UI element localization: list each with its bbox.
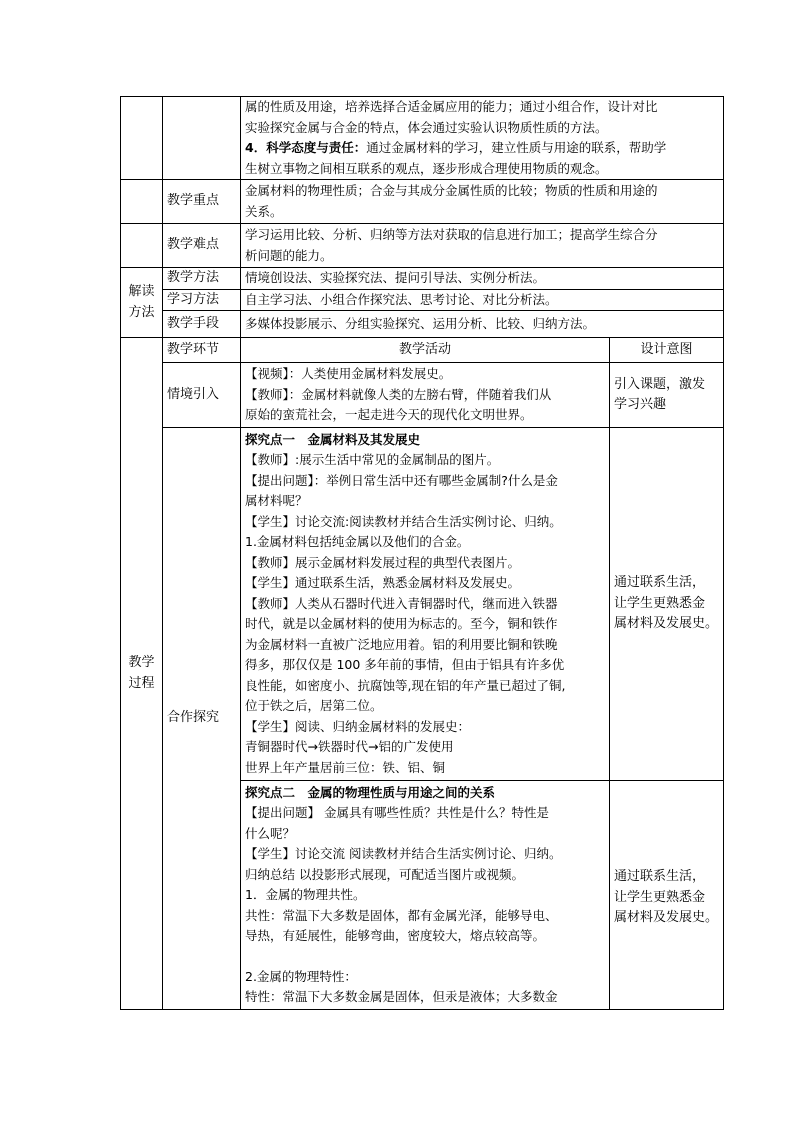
method-label: 教学方法 [163,268,241,290]
difficulties-row [121,224,724,268]
goals-content-cell [241,97,724,180]
activity-line: 2.金属的物理特性： [245,968,357,984]
activity-line: 【教师】人类从石器时代进入青铜器时代，继而进入铁器 [245,595,558,611]
method-text: 自主学习法、小组合作探究法、思考讨论、对比分析法。 [241,289,724,311]
activity-line: 【学生】讨论交流:阅读教材并结合生活实例讨论、归纳。 [245,513,562,529]
stage-intro: 情境引入 [163,363,241,428]
explore-2-title: 探究点二 金属的物理性质与用途之间的关系 [245,784,496,800]
explore-1-title: 探究点一 金属材料及其发展史 [245,431,421,447]
activity-line: 良性能，如密度小、抗腐蚀等,现在铝的年产量已超过了铜, [245,677,566,693]
goals-item-4 [245,138,719,159]
difficulties-line: 析问题的能力。 [245,247,333,263]
goals-label-cell [163,97,241,180]
activity-line: 导热，有延展性，能够弯曲，密度较大，熔点较高等。 [245,928,546,943]
method-row-means [121,311,724,338]
activity-line: 【教师】：金属材料就像人类的左膀右臂，伴随着我们从 [245,386,552,402]
activity-line: 【提出问题】：举例日常生活中还有哪些金属制?什么是金 [245,472,558,488]
activity-line: 共性：常温下大多数是固体，都有金属光泽，能够导电、 [245,907,558,923]
intent-intro: 引入课题，激发 学习兴趣 [610,363,724,428]
key-points-content [241,180,724,224]
intent-explore-1: 通过联系生活， 让学生更熟悉金 属材料及发展史。 [610,428,724,781]
activity-line: 属材料呢？ [245,493,308,509]
header-stage: 教学环节 [163,338,241,363]
goals-line: 实验探究金属与合金的特点，体会通过实验认识物质性质的方法。 [245,119,608,135]
activity-line: 世界上年产量居前三位：铁、铝、铜 [245,759,446,775]
activity-explore-2 [241,781,610,1010]
activity-line: 【学生】讨论交流 阅读教材并结合生活实例讨论、归纳。 [245,846,562,861]
key-points-line: 关系。 [245,203,283,219]
activity-line: 时代，就是以金属材料的使用为标志的。至今，铜和铁作 [245,616,558,632]
key-points-line: 金属材料的物理性质；合金与其成分金属性质的比较；物质的性质和用途的 [245,183,658,198]
paragraph-gap [245,947,605,967]
process-group-label: 教学 过程 [121,338,163,1010]
goals-group-cell [121,97,163,180]
goals-row [121,97,724,180]
stage-explore: 合作探究 [163,428,241,1010]
method-row-learning [121,289,724,311]
key-points-label: 教学重点 [163,180,241,224]
activity-line: 为金属材料一直被广泛地应用着。铝的利用要比铜和铁晚 [245,636,558,652]
method-group-label: 解读 方法 [121,268,163,338]
header-intent: 设计意图 [610,338,724,363]
process-row-intro [121,363,724,428]
goals-item-4-text: 通过金属材料的学习，建立性质与用途的联系，帮助学 [366,140,667,155]
activity-line: 1．金属的物理共性。 [245,887,366,902]
process-header-row [121,338,724,363]
difficulties-line: 学习运用比较、分析、归纳等方法对获取的信息进行加工；提高学生综合分 [245,227,658,242]
activity-line: 【视频】：人类使用金属材料发展史。 [245,366,452,382]
activity-line: 位于铁之后，居第二位。 [245,698,383,714]
method-text: 情境创设法、实验探究法、提问引导法、实例分析法。 [241,268,724,290]
activity-explore-1 [241,428,610,781]
activity-line: 【教师】展示金属材料发展过程的典型代表图片。 [245,554,521,570]
activity-line: 【教师】:展示生活中常见的金属制品的图片。 [245,452,500,468]
goals-item-4-title: 4．科学态度与责任： [245,140,367,155]
activity-line: 【学生】通过联系生活，熟悉金属材料及发展史。 [245,575,521,591]
activity-line: 什么呢？ [245,825,296,841]
activity-intro [241,363,610,428]
difficulties-label: 教学难点 [163,224,241,268]
key-points-row [121,180,724,224]
activity-line: 【提出问题】 金属具有哪些性质？共性是什么？特性是 [245,805,549,820]
difficulties-group-cell [121,224,163,268]
activity-line: 特性：常温下大多数金属是固体，但汞是液体；大多数金 [245,989,558,1004]
activity-line: 原始的蛮荒社会，一起走进今天的现代化文明世界。 [245,407,533,423]
process-row-explore-1 [121,428,724,781]
method-row-teaching [121,268,724,290]
activity-line: 【学生】阅读、归纳金属材料的发展史： [245,718,471,734]
difficulties-content [241,224,724,268]
activity-line: 归纳总结 以投影形式展现，可配适当图片或视频。 [245,866,524,882]
goals-line: 属的性质及用途，培养选择合适金属应用的能力；通过小组合作，设计对比 [245,99,658,114]
activity-line: 1.金属材料包括纯金属以及他们的合金。 [245,534,470,550]
method-label: 教学手段 [163,311,241,338]
activity-line: 得多，那仅仅是 100 多年前的事情，但由于铝具有许多优 [245,657,565,673]
intent-explore-2: 通过联系生活， 让学生更熟悉金 属材料及发展史。 [610,781,724,1010]
activity-line: 青铜器时代→铁器时代→铝的广发使用 [245,739,454,755]
method-text: 多媒体投影展示、分组实验探究、运用分析、比较、归纳方法。 [241,311,724,338]
key-points-group-cell [121,180,163,224]
header-activity: 教学活动 [241,338,610,363]
method-label: 学习方法 [163,289,241,311]
lesson-plan-table [120,96,724,1010]
goals-line: 生树立事物之间相互联系的观点，逐步形成合理使用物质的观念。 [245,160,608,176]
